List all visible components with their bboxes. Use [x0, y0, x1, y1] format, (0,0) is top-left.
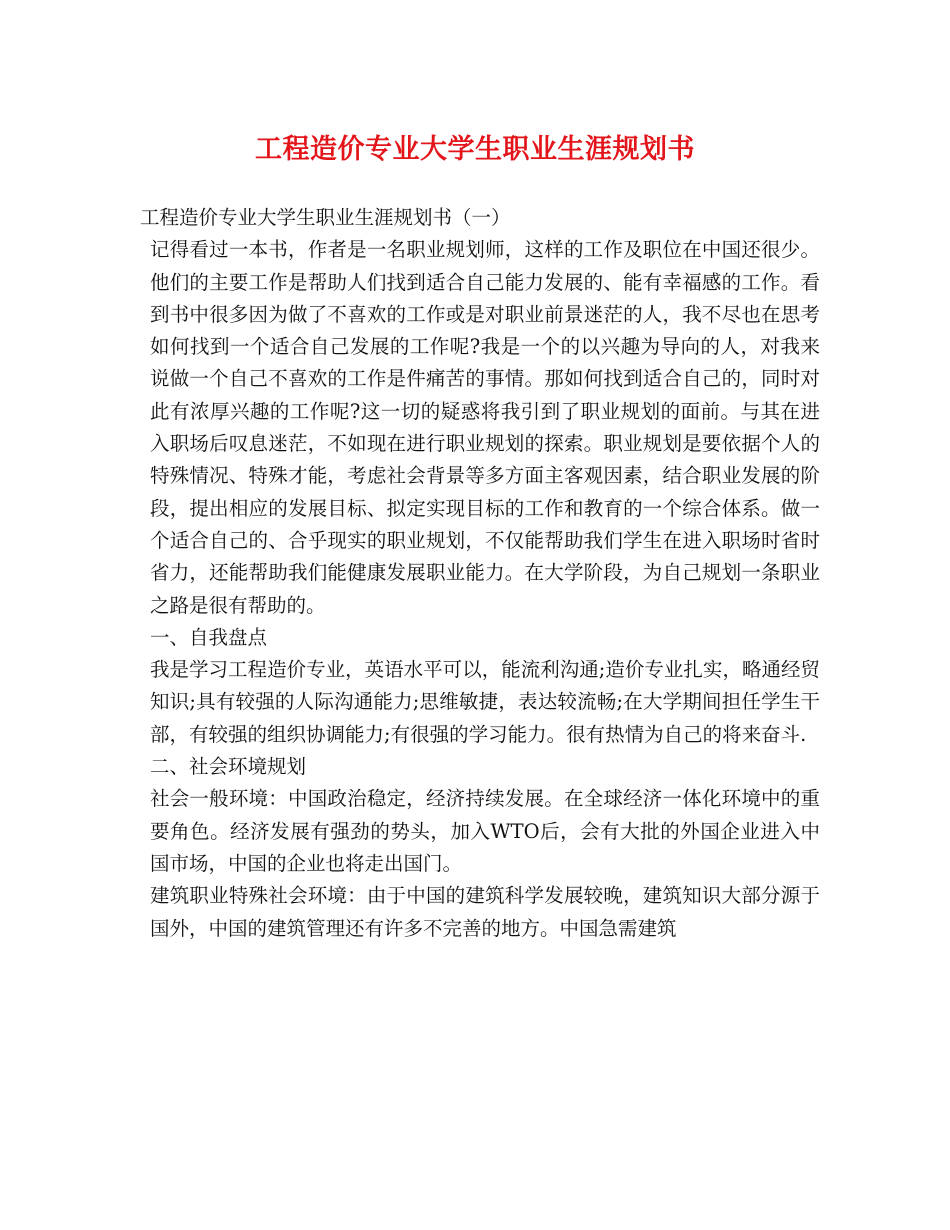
- document-title: 工程造价专业大学生职业生涯规划书: [255, 134, 695, 165]
- section-heading-social-environment: 二、社会环境规划: [150, 755, 307, 779]
- section-heading-part-one: 工程造价专业大学生职业生涯规划书（一）: [140, 206, 511, 229]
- section-heading-self-assessment: 一、自我盘点: [150, 625, 268, 649]
- general-environment-paragraph: 社会一般环境：中国政治稳定，经济持续发展。在全球经济一体化环境中的重要角色。经济发展有强劲的势头，加入WTO后，会有大批的外国企业进入中国市场，中国的企业也将走出国门。: [150, 787, 820, 875]
- document-body: [140, 202, 820, 945]
- self-assessment-paragraph: 我是学习工程造价专业，英语水平可以，能流利沟通;造价专业扎实，略通经贸知识;具有较强的人际沟通能力;思维敏捷，表达较流畅;在大学期间担任学生干部，有较强的组织协调能力;有很强的学习能力。很有热情为自己的将来奋斗.: [150, 658, 820, 746]
- construction-environment-paragraph: 建筑职业特殊社会环境：由于中国的建筑科学发展较晚，建筑知识大部分源于国外，中国的建筑管理还有许多不完善的地方。中国急需建筑: [150, 884, 820, 940]
- intro-paragraph: 记得看过一本书，作者是一名职业规划师，这样的工作及职位在中国还很少。他们的主要工作是帮助人们找到适合自己能力发展的、能有幸福感的工作。看到书中很多因为做了不喜欢的工作或是对职业前景迷茫的人，我不尽也在思考如何找到一个适合自己发展的工作呢?我是一个的以兴趣为导向的人，对我来说做一个自己不喜欢的工作是件痛苦的事情。那如何找到适合自己的，同时对此有浓厚兴趣的工作呢?这一切的疑惑将我引到了职业规划的面前。与其在进入职场后叹息迷茫，不如现在进行职业规划的探索。职业规划是要依据个人的特殊情况、特殊才能，考虑社会背景等多方面主客观因素，结合职业发展的阶段，提出相应的发展目标、拟定实现目标的工作和教育的一个综合体系。做一个适合自己的、合乎现实的职业规划，不仅能帮助我们学生在进入职场时省时省力，还能帮助我们能健康发展职业能力。在大学阶段，为自己规划一条职业之路是很有帮助的。: [150, 238, 820, 617]
